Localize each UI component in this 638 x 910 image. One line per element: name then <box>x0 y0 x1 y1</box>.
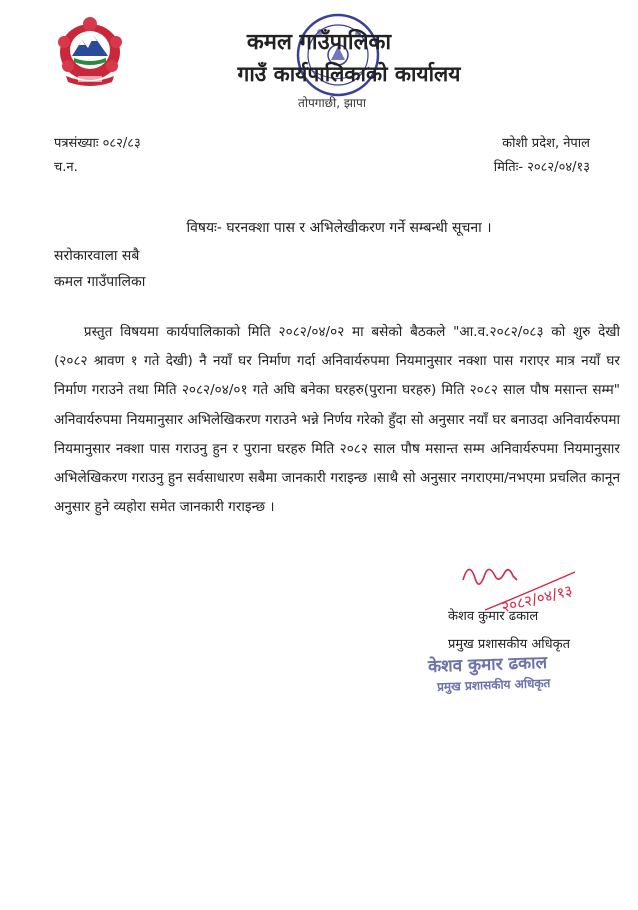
stamp-name: केशव कुमार ढकाल <box>427 652 548 678</box>
letter-date: मितिः- २०८२/०४/१३ <box>493 160 590 175</box>
notice-body: प्रस्तुत विषयमा कार्यपालिकाको मिति २०८२/०४/०२ मा बसेको बैठकले "आ.व.२०८२/०८३ को शुरु देखी (२०८२ श्रावण १ गते देखी) नै नयाँ घर निर्माण गर्दा अनिवार्यरुपमा नियमानुसार नक्शा पास गराएर मात्र नयाँ घर निर्माण गराउने तथा मिति २०८२/०४/०१ गते अघि बनेका घरहरु(पुराना घरहरु) मिति २०८२ साल पौष मसान्त सम्म" अनिवार्यरुपमा नियमानुसार अभिलेखिकरण गराउने भन्ने निर्णय गरेको हुँदा सो अनुसार नयाँ घर बनाउदा अनिवार्यरुपमा नियमानुसार नक्शा पास गराउनु हुन र पुराना घरहरु मिति २०८२ साल पौष मसान्त सम्म अनिवार्यरुपमा नियमानुसार अभिलेखिकरण गराउनु हुन सर्वसाधारण सबैमा जानकारी गराइन्छ ।साथै सो अनुसार नगराएमा/नभएमा प्रचलित कानून अनुसार हुने व्यहोरा समेत जानकारी गराइन्छ । <box>54 324 620 516</box>
recipient-line-1: सरोकारवाला सबै <box>54 248 140 264</box>
subject-line: विषयः- घरनक्शा पास र अभिलेखीकरण गर्ने सम्बन्धी सूचना । <box>186 220 492 236</box>
office-address: तोपगाछी, झापा <box>298 96 366 110</box>
reference-number: पत्रसंख्याः ०८२/८३ <box>54 136 141 151</box>
province-address: कोशी प्रदेश, नेपाल <box>502 136 590 151</box>
stamp-title: प्रमुख प्रशासकीय अधिकृत <box>436 676 551 694</box>
dispatch-number: च.न. <box>54 160 78 175</box>
signatory-title: प्रमुख प्रशासकीय अधिकृत <box>448 637 571 652</box>
signatory-name: केशव कुमार ढकाल <box>448 609 539 624</box>
org-name: कमल गाउँपालिका <box>246 30 392 55</box>
signature-date: २०८२/०४/१३ <box>499 581 575 617</box>
recipient-line-2: कमल गाउँपालिका <box>54 274 146 290</box>
office-name: गाउँ कार्यपालिकाको कार्यालय <box>237 62 461 86</box>
